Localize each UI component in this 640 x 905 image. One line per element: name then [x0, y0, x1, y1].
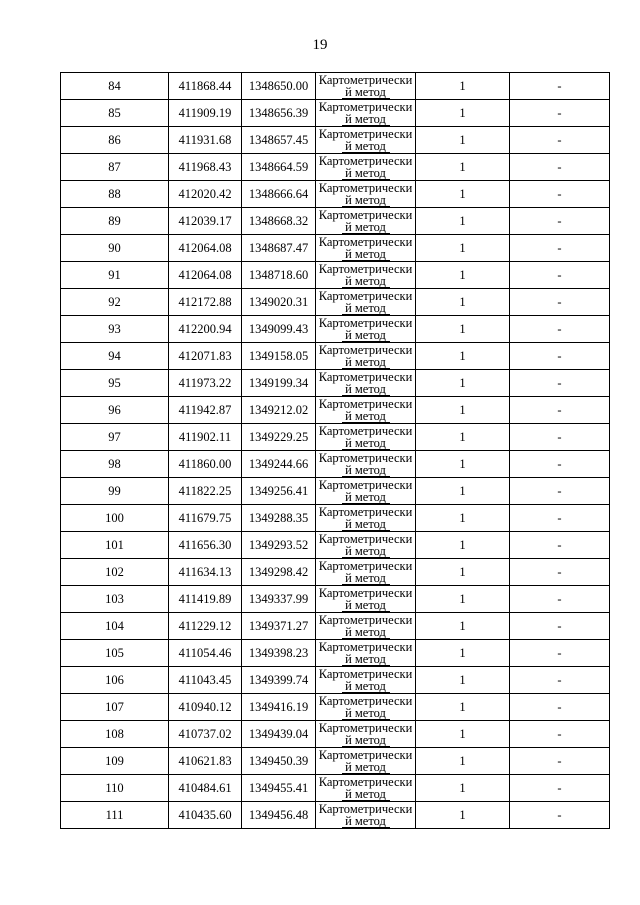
y-coordinate-cell: 1348687.47 — [242, 235, 316, 262]
accuracy-cell: 1 — [416, 397, 510, 424]
table-row — [61, 316, 610, 343]
accuracy-cell: 1 — [416, 73, 510, 100]
x-coordinate-cell: 412039.17 — [169, 208, 242, 235]
x-coordinate-cell: 411931.68 — [169, 127, 242, 154]
y-coordinate-cell: 1349298.42 — [242, 559, 316, 586]
note-cell: - — [510, 532, 610, 559]
method-label-line1: Картометрически — [318, 423, 413, 438]
x-coordinate-cell: 411656.30 — [169, 532, 242, 559]
note-cell: - — [510, 505, 610, 532]
note-cell: - — [510, 667, 610, 694]
x-coordinate-cell: 411868.44 — [169, 73, 242, 100]
method-cell — [316, 613, 416, 640]
method-label-line2: й метод — [342, 384, 390, 396]
method-cell — [316, 775, 416, 802]
x-coordinate-cell: 411860.00 — [169, 451, 242, 478]
method-cell — [316, 532, 416, 559]
y-coordinate-cell: 1349455.41 — [242, 775, 316, 802]
point-number-cell: 106 — [61, 667, 169, 694]
method-label-line1: Картометрически — [318, 369, 413, 384]
method-label-line2: й метод — [342, 735, 390, 747]
note-cell: - — [510, 586, 610, 613]
note-cell: - — [510, 343, 610, 370]
method-label-line1: Картометрически — [318, 666, 413, 681]
method-label-line2: й метод — [342, 708, 390, 720]
table-row — [61, 370, 610, 397]
table-row — [61, 721, 610, 748]
table-row — [61, 586, 610, 613]
table-row — [61, 127, 610, 154]
point-number-cell: 100 — [61, 505, 169, 532]
y-coordinate-cell: 1348656.39 — [242, 100, 316, 127]
method-label-line1: Картометрически — [318, 396, 413, 411]
method-label-line1: Картометрически — [318, 720, 413, 735]
method-cell — [316, 262, 416, 289]
point-number-cell: 107 — [61, 694, 169, 721]
point-number-cell: 85 — [61, 100, 169, 127]
method-label-line2: й метод — [342, 492, 390, 504]
method-cell — [316, 316, 416, 343]
method-label-line2: й метод — [342, 546, 390, 558]
method-label-line2: й метод — [342, 465, 390, 477]
x-coordinate-cell: 411822.25 — [169, 478, 242, 505]
x-coordinate-cell: 411054.46 — [169, 640, 242, 667]
table-row — [61, 343, 610, 370]
point-number-cell: 87 — [61, 154, 169, 181]
y-coordinate-cell: 1349439.04 — [242, 721, 316, 748]
method-label-line1: Картометрически — [318, 99, 413, 114]
x-coordinate-cell: 411419.89 — [169, 586, 242, 613]
method-label-line1: Картометрически — [318, 612, 413, 627]
accuracy-cell: 1 — [416, 640, 510, 667]
page-number: 19 — [312, 37, 328, 53]
y-coordinate-cell: 1349158.05 — [242, 343, 316, 370]
method-cell — [316, 694, 416, 721]
note-cell: - — [510, 154, 610, 181]
accuracy-cell: 1 — [416, 235, 510, 262]
method-cell — [316, 559, 416, 586]
method-label-line2: й метод — [342, 168, 390, 180]
method-cell — [316, 424, 416, 451]
accuracy-cell: 1 — [416, 532, 510, 559]
method-cell — [316, 208, 416, 235]
table-row — [61, 694, 610, 721]
method-label-line2: й метод — [342, 627, 390, 639]
accuracy-cell: 1 — [416, 262, 510, 289]
table-row — [61, 154, 610, 181]
x-coordinate-cell: 410484.61 — [169, 775, 242, 802]
point-number-cell: 109 — [61, 748, 169, 775]
note-cell: - — [510, 262, 610, 289]
table-row — [61, 424, 610, 451]
y-coordinate-cell: 1348718.60 — [242, 262, 316, 289]
note-cell: - — [510, 640, 610, 667]
method-label-line1: Картометрически — [318, 234, 413, 249]
method-label-line1: Картометрически — [318, 477, 413, 492]
method-label-line2: й метод — [342, 114, 390, 126]
point-number-cell: 89 — [61, 208, 169, 235]
y-coordinate-cell: 1349450.39 — [242, 748, 316, 775]
point-number-cell: 90 — [61, 235, 169, 262]
table-row — [61, 262, 610, 289]
x-coordinate-cell: 410435.60 — [169, 802, 242, 829]
method-label-line2: й метод — [342, 654, 390, 666]
method-cell — [316, 289, 416, 316]
accuracy-cell: 1 — [416, 775, 510, 802]
table-row — [61, 532, 610, 559]
table-row — [61, 100, 610, 127]
table-row — [61, 775, 610, 802]
note-cell: - — [510, 721, 610, 748]
accuracy-cell: 1 — [416, 127, 510, 154]
method-label-line1: Картометрически — [318, 261, 413, 276]
y-coordinate-cell: 1349398.23 — [242, 640, 316, 667]
table-row — [61, 802, 610, 829]
x-coordinate-cell: 411973.22 — [169, 370, 242, 397]
method-cell — [316, 370, 416, 397]
note-cell: - — [510, 559, 610, 586]
x-coordinate-cell: 411909.19 — [169, 100, 242, 127]
accuracy-cell: 1 — [416, 343, 510, 370]
point-number-cell: 94 — [61, 343, 169, 370]
y-coordinate-cell: 1349416.19 — [242, 694, 316, 721]
method-cell — [316, 73, 416, 100]
accuracy-cell: 1 — [416, 748, 510, 775]
note-cell: - — [510, 775, 610, 802]
method-cell — [316, 181, 416, 208]
x-coordinate-cell: 412172.88 — [169, 289, 242, 316]
point-number-cell: 101 — [61, 532, 169, 559]
x-coordinate-cell: 411942.87 — [169, 397, 242, 424]
method-cell — [316, 505, 416, 532]
method-label-line2: й метод — [342, 87, 390, 99]
method-label-line2: й метод — [342, 357, 390, 369]
table-row — [61, 667, 610, 694]
method-label-line1: Картометрически — [318, 180, 413, 195]
note-cell: - — [510, 289, 610, 316]
method-cell — [316, 802, 416, 829]
point-number-cell: 92 — [61, 289, 169, 316]
accuracy-cell: 1 — [416, 208, 510, 235]
method-cell — [316, 586, 416, 613]
method-cell — [316, 154, 416, 181]
table-row — [61, 289, 610, 316]
accuracy-cell: 1 — [416, 559, 510, 586]
method-label-line2: й метод — [342, 573, 390, 585]
note-cell: - — [510, 478, 610, 505]
method-label-line1: Картометрически — [318, 450, 413, 465]
accuracy-cell: 1 — [416, 370, 510, 397]
method-label-line1: Картометрически — [318, 585, 413, 600]
x-coordinate-cell: 411229.12 — [169, 613, 242, 640]
point-number-cell: 91 — [61, 262, 169, 289]
x-coordinate-cell: 411902.11 — [169, 424, 242, 451]
method-label-line2: й метод — [342, 276, 390, 288]
method-label-line1: Картометрически — [318, 207, 413, 222]
note-cell: - — [510, 424, 610, 451]
point-number-cell: 111 — [61, 802, 169, 829]
accuracy-cell: 1 — [416, 451, 510, 478]
y-coordinate-cell: 1349229.25 — [242, 424, 316, 451]
y-coordinate-cell: 1348657.45 — [242, 127, 316, 154]
method-cell — [316, 478, 416, 505]
accuracy-cell: 1 — [416, 721, 510, 748]
point-number-cell: 108 — [61, 721, 169, 748]
y-coordinate-cell: 1348666.64 — [242, 181, 316, 208]
y-coordinate-cell: 1349212.02 — [242, 397, 316, 424]
y-coordinate-cell: 1348650.00 — [242, 73, 316, 100]
accuracy-cell: 1 — [416, 505, 510, 532]
method-label-line2: й метод — [342, 195, 390, 207]
table-row — [61, 559, 610, 586]
accuracy-cell: 1 — [416, 613, 510, 640]
method-label-line2: й метод — [342, 141, 390, 153]
point-number-cell: 99 — [61, 478, 169, 505]
note-cell: - — [510, 397, 610, 424]
note-cell: - — [510, 127, 610, 154]
y-coordinate-cell: 1349337.99 — [242, 586, 316, 613]
y-coordinate-cell: 1349244.66 — [242, 451, 316, 478]
method-label-line2: й метод — [342, 330, 390, 342]
note-cell: - — [510, 748, 610, 775]
y-coordinate-cell: 1349199.34 — [242, 370, 316, 397]
note-cell: - — [510, 802, 610, 829]
x-coordinate-cell: 412071.83 — [169, 343, 242, 370]
point-number-cell: 105 — [61, 640, 169, 667]
accuracy-cell: 1 — [416, 694, 510, 721]
point-number-cell: 95 — [61, 370, 169, 397]
x-coordinate-cell: 411634.13 — [169, 559, 242, 586]
note-cell: - — [510, 316, 610, 343]
x-coordinate-cell: 412064.08 — [169, 235, 242, 262]
method-label-line1: Картометрически — [318, 342, 413, 357]
point-number-cell: 93 — [61, 316, 169, 343]
table-row — [61, 505, 610, 532]
x-coordinate-cell: 411679.75 — [169, 505, 242, 532]
x-coordinate-cell: 412200.94 — [169, 316, 242, 343]
y-coordinate-cell: 1349293.52 — [242, 532, 316, 559]
x-coordinate-cell: 411968.43 — [169, 154, 242, 181]
method-label-line1: Картометрически — [318, 504, 413, 519]
point-number-cell: 98 — [61, 451, 169, 478]
x-coordinate-cell: 412020.42 — [169, 181, 242, 208]
table-row — [61, 397, 610, 424]
table-row — [61, 451, 610, 478]
table-row — [61, 235, 610, 262]
point-number-cell: 96 — [61, 397, 169, 424]
method-label-line1: Картометрически — [318, 693, 413, 708]
method-label-line2: й метод — [342, 222, 390, 234]
y-coordinate-cell: 1349099.43 — [242, 316, 316, 343]
note-cell: - — [510, 100, 610, 127]
method-label-line1: Картометрически — [318, 747, 413, 762]
method-cell — [316, 667, 416, 694]
method-cell — [316, 640, 416, 667]
method-cell — [316, 721, 416, 748]
accuracy-cell: 1 — [416, 667, 510, 694]
accuracy-cell: 1 — [416, 181, 510, 208]
accuracy-cell: 1 — [416, 802, 510, 829]
point-number-cell: 86 — [61, 127, 169, 154]
point-number-cell: 110 — [61, 775, 169, 802]
point-number-cell: 103 — [61, 586, 169, 613]
point-number-cell: 102 — [61, 559, 169, 586]
method-label-line1: Картометрически — [318, 531, 413, 546]
note-cell: - — [510, 370, 610, 397]
method-label-line2: й метод — [342, 600, 390, 612]
accuracy-cell: 1 — [416, 289, 510, 316]
accuracy-cell: 1 — [416, 154, 510, 181]
table-row — [61, 73, 610, 100]
point-number-cell: 88 — [61, 181, 169, 208]
method-label-line2: й метод — [342, 303, 390, 315]
method-cell — [316, 235, 416, 262]
note-cell: - — [510, 181, 610, 208]
method-label-line1: Картометрически — [318, 558, 413, 573]
note-cell: - — [510, 694, 610, 721]
method-label-line1: Картометрически — [318, 72, 413, 87]
method-label-line2: й метод — [342, 681, 390, 693]
method-cell — [316, 397, 416, 424]
y-coordinate-cell: 1349371.27 — [242, 613, 316, 640]
method-cell — [316, 748, 416, 775]
note-cell: - — [510, 73, 610, 100]
method-label-line2: й метод — [342, 411, 390, 423]
method-label-line2: й метод — [342, 438, 390, 450]
method-label-line1: Картометрически — [318, 153, 413, 168]
method-label-line2: й метод — [342, 762, 390, 774]
x-coordinate-cell: 411043.45 — [169, 667, 242, 694]
accuracy-cell: 1 — [416, 100, 510, 127]
x-coordinate-cell: 412064.08 — [169, 262, 242, 289]
note-cell: - — [510, 208, 610, 235]
table-body — [61, 73, 610, 829]
method-label-line1: Картометрически — [318, 774, 413, 789]
method-cell — [316, 127, 416, 154]
x-coordinate-cell: 410621.83 — [169, 748, 242, 775]
note-cell: - — [510, 613, 610, 640]
method-label-line2: й метод — [342, 519, 390, 531]
point-number-cell: 104 — [61, 613, 169, 640]
method-cell — [316, 451, 416, 478]
y-coordinate-cell: 1349256.41 — [242, 478, 316, 505]
y-coordinate-cell: 1349399.74 — [242, 667, 316, 694]
point-number-cell: 84 — [61, 73, 169, 100]
x-coordinate-cell: 410940.12 — [169, 694, 242, 721]
table-row — [61, 208, 610, 235]
method-label-line2: й метод — [342, 816, 390, 828]
note-cell: - — [510, 235, 610, 262]
table-row — [61, 640, 610, 667]
accuracy-cell: 1 — [416, 316, 510, 343]
y-coordinate-cell: 1348668.32 — [242, 208, 316, 235]
method-label-line1: Картометрически — [318, 639, 413, 654]
method-cell — [316, 100, 416, 127]
method-label-line1: Картометрически — [318, 801, 413, 816]
method-label-line1: Картометрически — [318, 315, 413, 330]
accuracy-cell: 1 — [416, 424, 510, 451]
accuracy-cell: 1 — [416, 478, 510, 505]
method-cell — [316, 343, 416, 370]
y-coordinate-cell: 1349020.31 — [242, 289, 316, 316]
x-coordinate-cell: 410737.02 — [169, 721, 242, 748]
note-cell: - — [510, 451, 610, 478]
table-row — [61, 181, 610, 208]
method-label-line1: Картометрически — [318, 126, 413, 141]
table-row — [61, 478, 610, 505]
accuracy-cell: 1 — [416, 586, 510, 613]
y-coordinate-cell: 1349456.48 — [242, 802, 316, 829]
method-label-line2: й метод — [342, 789, 390, 801]
table-row — [61, 748, 610, 775]
method-label-line1: Картометрически — [318, 288, 413, 303]
table-row — [61, 613, 610, 640]
y-coordinate-cell: 1348664.59 — [242, 154, 316, 181]
coordinates-table — [60, 72, 610, 829]
point-number-cell: 97 — [61, 424, 169, 451]
method-label-line2: й метод — [342, 249, 390, 261]
y-coordinate-cell: 1349288.35 — [242, 505, 316, 532]
